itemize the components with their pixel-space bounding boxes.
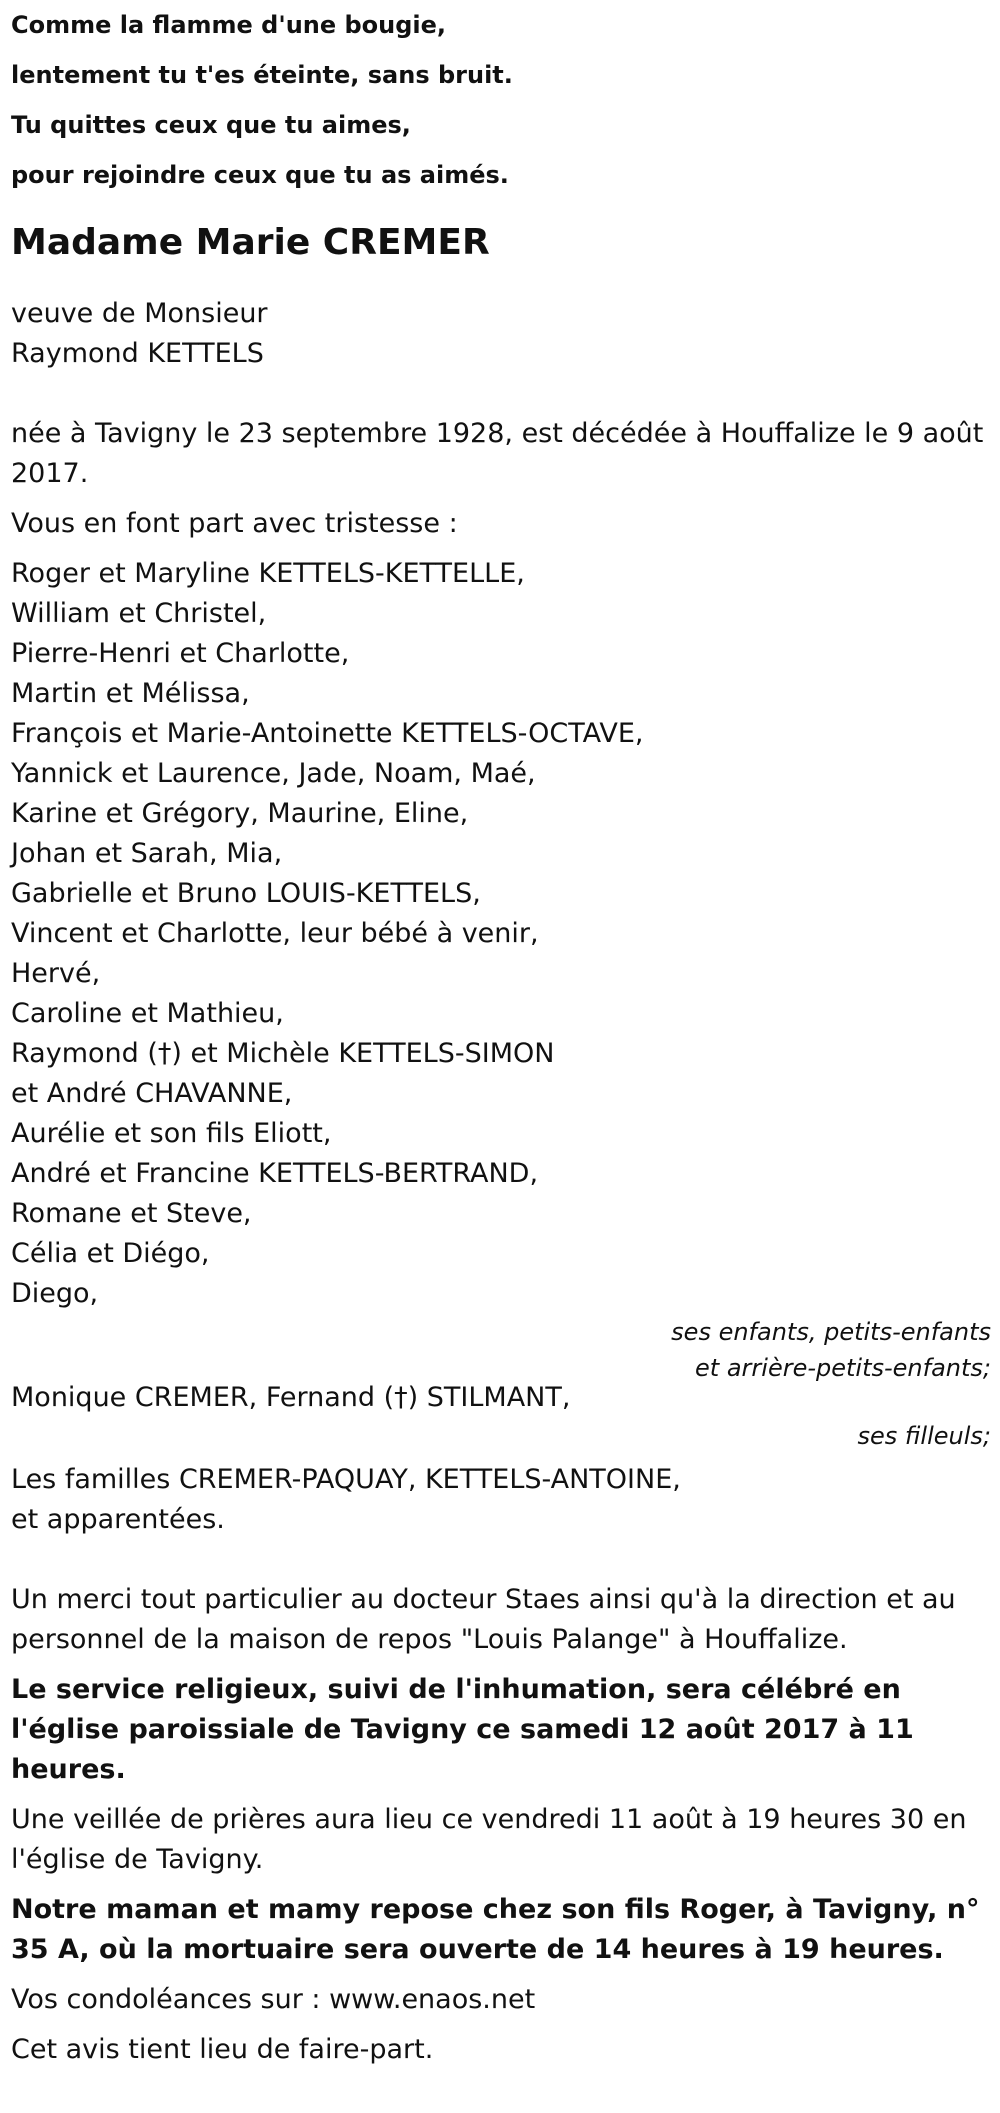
family-line: Hervé, — [11, 958, 101, 989]
families — [11, 1460, 991, 1540]
poem-line: pour rejoindre ceux que tu as aimés. — [11, 161, 509, 189]
deceased-name: Madame Marie CREMER — [11, 222, 490, 263]
poem-line: lentement tu t'es éteinte, sans bruit. — [11, 61, 513, 89]
families-line: et apparentées. — [11, 1504, 225, 1535]
birth-death-text: née à Tavigny le 23 septembre 1928, est décédée à Houffalize le 9 août 2017. — [11, 418, 984, 489]
family-line: Vincent et Charlotte, leur bébé à venir, — [11, 918, 539, 949]
family-line: Célia et Diégo, — [11, 1238, 210, 1269]
service-text: Le service religieux, suivi de l'inhumation, sera célébré en l'église paroissiale de Tavigny ce samedi 12 août 2017 à 11 heures. — [11, 1674, 914, 1785]
announce-text: Vous en font part avec tristesse : — [11, 508, 458, 539]
condolences-text: Vos condoléances sur : www.enaos.net — [11, 1984, 536, 2015]
family-line: André et Francine KETTELS-BERTRAND, — [11, 1158, 539, 1189]
family-line: Aurélie et son fils Eliott, — [11, 1118, 332, 1149]
death-notice — [11, 0, 991, 2070]
family-line: Raymond (†) et Michèle KETTELS-SIMON — [11, 1038, 555, 1069]
family-line: Martin et Mélissa, — [11, 678, 250, 709]
family-line: Diego, — [11, 1278, 99, 1309]
thanks-text: Un merci tout particulier au docteur Staes ainsi qu'à la direction et au personnel de la maison de repos "Louis Palange" à Houffalize. — [11, 1584, 956, 1655]
family-line: Roger et Maryline KETTELS-KETTELLE, — [11, 558, 525, 589]
godchildren-text: Monique CREMER, Fernand (†) STILMANT, — [11, 1382, 571, 1413]
family-line: Pierre-Henri et Charlotte, — [11, 638, 350, 669]
family-note: ses enfants, petits-enfants — [671, 1318, 991, 1346]
widow-of — [11, 294, 991, 374]
godchildren-note-box — [591, 1418, 991, 1454]
family-line: Romane et Steve, — [11, 1198, 252, 1229]
family-line: Gabrielle et Bruno LOUIS-KETTELS, — [11, 878, 481, 909]
widow-of-line: veuve de Monsieur — [11, 298, 268, 329]
poem-line: Tu quittes ceux que tu aimes, — [11, 111, 411, 139]
family-line: Caroline et Mathieu, — [11, 998, 284, 1029]
poem — [11, 0, 991, 200]
family-relationship-note — [591, 1314, 991, 1386]
closing-text: Cet avis tient lieu de faire-part. — [11, 2034, 434, 2065]
family-line: et André CHAVANNE, — [11, 1078, 293, 1109]
widow-of-line: Raymond KETTELS — [11, 338, 264, 369]
family-line: Yannick et Laurence, Jade, Noam, Maé, — [11, 758, 536, 789]
godchildren-note: ses filleuls; — [857, 1422, 991, 1450]
family-line: Karine et Grégory, Maurine, Eline, — [11, 798, 469, 829]
family-list — [11, 554, 991, 1314]
rest-text: Notre maman et mamy repose chez son fils Roger, à Tavigny, n° 35 A, où la mortuaire sera ouverte de 14 heures à 19 heures. — [11, 1894, 980, 1965]
poem-line: Comme la flamme d'une bougie, — [11, 11, 447, 39]
family-line: William et Christel, — [11, 598, 267, 629]
family-line: Johan et Sarah, Mia, — [11, 838, 283, 869]
families-line: Les familles CREMER-PAQUAY, KETTELS-ANTOINE, — [11, 1464, 681, 1495]
family-note: et arrière-petits-enfants; — [695, 1354, 991, 1382]
vigil-text: Une veillée de prières aura lieu ce vendredi 11 août à 19 heures 30 en l'église de Tavigny. — [11, 1804, 967, 1875]
family-line: François et Marie-Antoinette KETTELS-OCTAVE, — [11, 718, 644, 749]
